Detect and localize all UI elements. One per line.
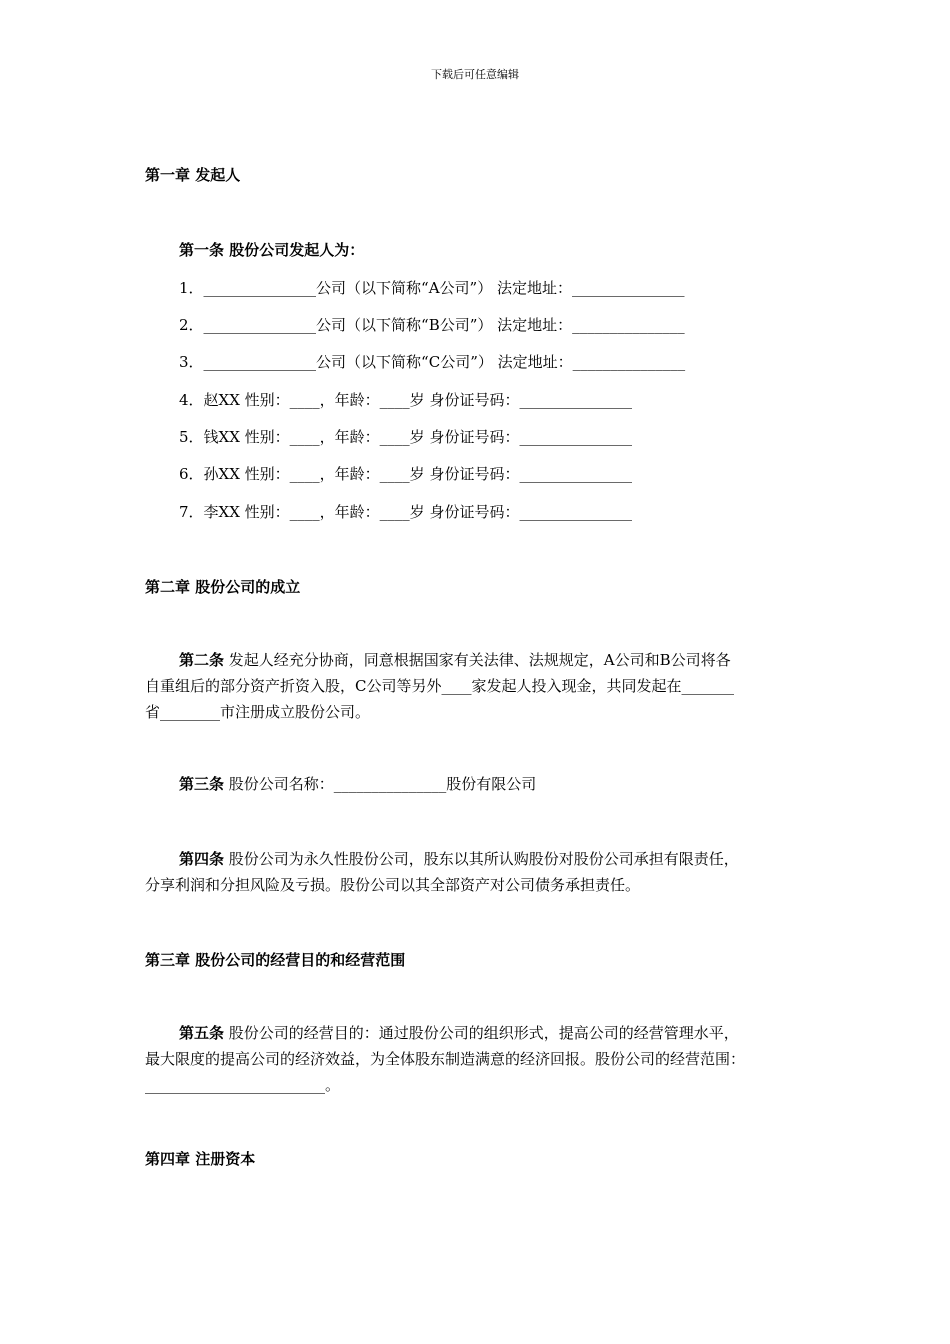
- article-2-label: 第二条: [179, 651, 225, 669]
- chapter-2-title: 第二章 股份公司的成立: [145, 578, 301, 596]
- chapter-4-title: 第四章 注册资本: [145, 1150, 256, 1168]
- article-2-line-1: 发起人经充分协商，同意根据国家有关法律、法规规定，A公司和B公司将各: [224, 651, 731, 669]
- article-2-line-3: 省________市注册成立股份公司。: [145, 703, 371, 721]
- founder-item-5: 5．钱XX 性别：____，年龄：____岁 身份证号码：_______________: [179, 428, 632, 446]
- article-3-label: 第三条: [179, 775, 225, 793]
- article-5-label: 第五条: [179, 1024, 225, 1042]
- article-4: [145, 846, 739, 898]
- article-2: [145, 647, 734, 725]
- chapter-1-title: 第一章 发起人: [145, 166, 241, 184]
- article-2-line-2: 自重组后的部分资产折资入股，C公司等另外____家发起人投入现金，共同发起在_______: [145, 677, 734, 695]
- article-5: [145, 1020, 745, 1098]
- article-4-label: 第四条: [179, 850, 225, 868]
- article-4-line-2: 分享利润和分担风险及亏损。股份公司以其全部资产对公司债务承担责任。: [145, 876, 641, 894]
- founder-item-2: 2．_______________公司（以下简称“B公司”） 法定地址：_______________: [179, 316, 685, 334]
- founder-item-1: 1．_______________公司（以下简称“A公司”） 法定地址：_______________: [179, 279, 685, 297]
- founder-item-6: 6．孙XX 性别：____，年龄：____岁 身份证号码：_______________: [179, 465, 632, 483]
- article-3: [145, 771, 536, 797]
- chapter-3-title: 第三章 股份公司的经营目的和经营范围: [145, 951, 406, 969]
- founder-item-7: 7．李XX 性别：____，年龄：____岁 身份证号码：_______________: [179, 503, 632, 521]
- page-header: 下载后可任意编辑: [431, 68, 519, 81]
- article-5-line-1: 股份公司的经营目的：通过股份公司的组织形式，提高公司的经营管理水平，: [224, 1024, 739, 1042]
- article-5-line-2: 最大限度的提高公司的经济效益，为全体股东制造满意的经济回报。股份公司的经营范围：: [145, 1050, 746, 1068]
- founder-item-4: 4．赵XX 性别：____，年龄：____岁 身份证号码：_______________: [179, 391, 632, 409]
- article-1-title: 第一条 股份公司发起人为：: [179, 241, 365, 259]
- article-4-line-1: 股份公司为永久性股份公司，股东以其所认购股份对股份公司承担有限责任，: [224, 850, 739, 868]
- founder-item-3: 3．_______________公司（以下简称“C公司”） 法定地址：_______________: [179, 353, 686, 371]
- article-5-line-3: ________________________。: [145, 1076, 341, 1094]
- article-3-text: 股份公司名称：_______________股份有限公司: [224, 775, 537, 793]
